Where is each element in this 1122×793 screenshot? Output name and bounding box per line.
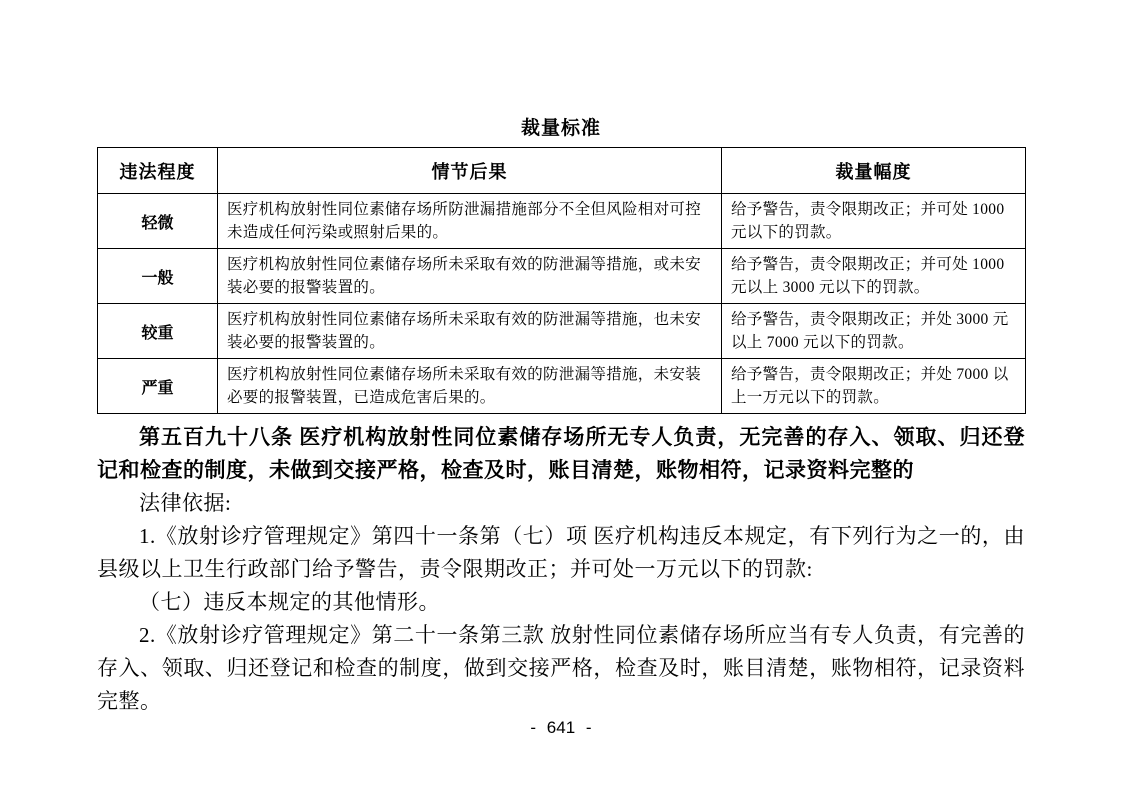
degree-cell: 较重 bbox=[98, 304, 218, 359]
column-header-range: 裁量幅度 bbox=[722, 148, 1026, 194]
circumstance-cell: 医疗机构放射性同位素储存场所未采取有效的防泄漏等措施，或未安装必要的报警装置的。 bbox=[218, 249, 722, 304]
degree-cell: 一般 bbox=[98, 249, 218, 304]
article-paragraph: 2.《放射诊疗管理规定》第二十一条第三款 放射性同位素储存场所应当有专人负责，有完善的存入、领取、归还登记和检查的制度，做到交接严格，检查及时，账目清楚，账物相符，记录资料完整。 bbox=[97, 623, 1025, 713]
document-content bbox=[97, 0, 1025, 718]
column-header-degree: 违法程度 bbox=[98, 148, 218, 194]
discretion-table bbox=[97, 147, 1026, 414]
range-cell: 给予警告，责令限期改正；并处 7000 以上一万元以下的罚款。 bbox=[722, 359, 1026, 414]
table-row bbox=[98, 304, 1026, 359]
table-row bbox=[98, 194, 1026, 249]
degree-cell: 轻微 bbox=[98, 194, 218, 249]
article-heading: 第五百九十八条 医疗机构放射性同位素储存场所无专人负责，无完善的存入、领取、归还登记和检查的制度，未做到交接严格，检查及时，账目清楚，账物相符，记录资料完整的 bbox=[97, 425, 1025, 482]
table-header-row bbox=[98, 148, 1026, 194]
range-cell: 给予警告，责令限期改正；并可处 1000 元以上 3000 元以下的罚款。 bbox=[722, 249, 1026, 304]
article-paragraph: （七）违反本规定的其他情形。 bbox=[139, 590, 440, 614]
circumstance-cell: 医疗机构放射性同位素储存场所防泄漏措施部分不全但风险相对可控未造成任何污染或照射后果的。 bbox=[218, 194, 722, 249]
column-header-circumstance: 情节后果 bbox=[218, 148, 722, 194]
article-section bbox=[97, 421, 1025, 718]
circumstance-cell: 医疗机构放射性同位素储存场所未采取有效的防泄漏等措施，未安装必要的报警装置，已造成危害后果的。 bbox=[218, 359, 722, 414]
table-row bbox=[98, 249, 1026, 304]
page-number: - 641 - bbox=[530, 718, 592, 737]
circumstance-cell: 医疗机构放射性同位素储存场所未采取有效的防泄漏等措施，也未安装必要的报警装置的。 bbox=[218, 304, 722, 359]
range-cell: 给予警告，责令限期改正；并处 3000 元以上 7000 元以下的罚款。 bbox=[722, 304, 1026, 359]
table-row bbox=[98, 359, 1026, 414]
page-title: 裁量标准 bbox=[520, 118, 601, 139]
article-paragraph: 1.《放射诊疗管理规定》第四十一条第（七）项 医疗机构违反本规定，有下列行为之一的，由县级以上卫生行政部门给予警告，责令限期改正；并可处一万元以下的罚款: bbox=[97, 524, 1025, 581]
article-paragraph: 法律依据: bbox=[139, 491, 232, 515]
degree-cell: 严重 bbox=[98, 359, 218, 414]
range-cell: 给予警告，责令限期改正；并可处 1000 元以下的罚款。 bbox=[722, 194, 1026, 249]
